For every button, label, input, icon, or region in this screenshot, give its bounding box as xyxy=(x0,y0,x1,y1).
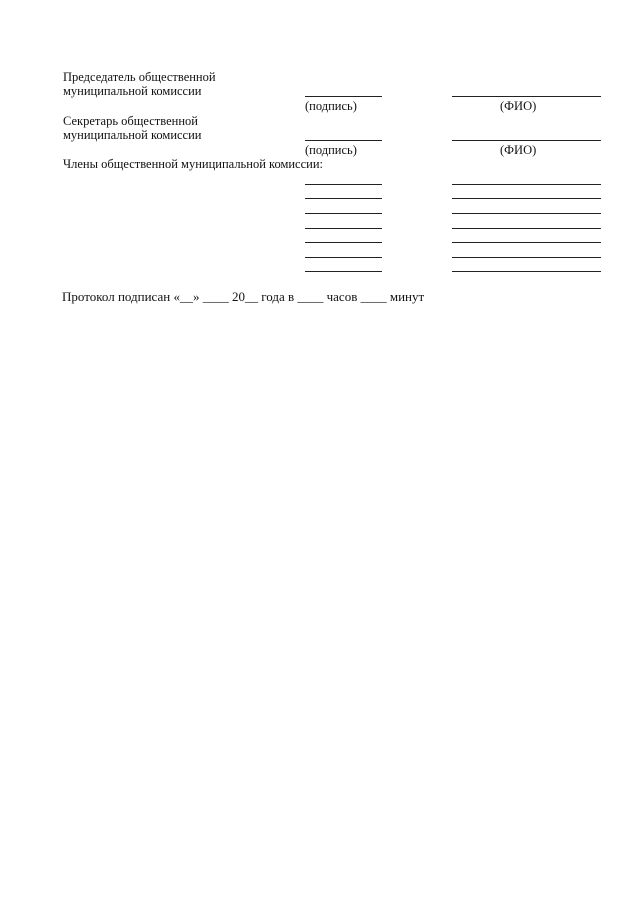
member-signature-line xyxy=(305,242,382,243)
member-signature-line xyxy=(305,198,382,199)
member-signature-line xyxy=(305,228,382,229)
member-signature-line xyxy=(305,257,382,258)
secretary-signature-line xyxy=(305,140,382,141)
member-name-line xyxy=(452,257,601,258)
chairman-name-caption: (ФИО) xyxy=(500,99,537,113)
secretary-role-line1: Секретарь общественной xyxy=(63,114,198,128)
chairman-signature-caption: (подпись) xyxy=(305,99,357,113)
members-heading: Члены общественной муниципальной комиссии: xyxy=(63,157,324,171)
member-signature-line xyxy=(305,213,382,214)
member-name-line xyxy=(452,213,601,214)
chairman-name-line xyxy=(452,96,601,97)
member-name-line xyxy=(452,198,601,199)
member-name-line xyxy=(452,228,601,229)
member-name-line xyxy=(452,271,601,272)
protocol-signed-text: Протокол подписан «__» ____ 20__ года в ____ часов ____ минут xyxy=(62,289,425,304)
secretary-name-caption: (ФИО) xyxy=(500,143,537,157)
chairman-signature-line xyxy=(305,96,382,97)
secretary-name-line xyxy=(452,140,601,141)
chairman-role-line1: Председатель общественной xyxy=(63,70,216,84)
member-signature-line xyxy=(305,271,382,272)
chairman-role-line2: муниципальной комиссии xyxy=(63,84,202,98)
member-name-line xyxy=(452,184,601,185)
secretary-signature-caption: (подпись) xyxy=(305,143,357,157)
member-signature-line xyxy=(305,184,382,185)
secretary-role-line2: муниципальной комиссии xyxy=(63,128,202,142)
member-name-line xyxy=(452,242,601,243)
